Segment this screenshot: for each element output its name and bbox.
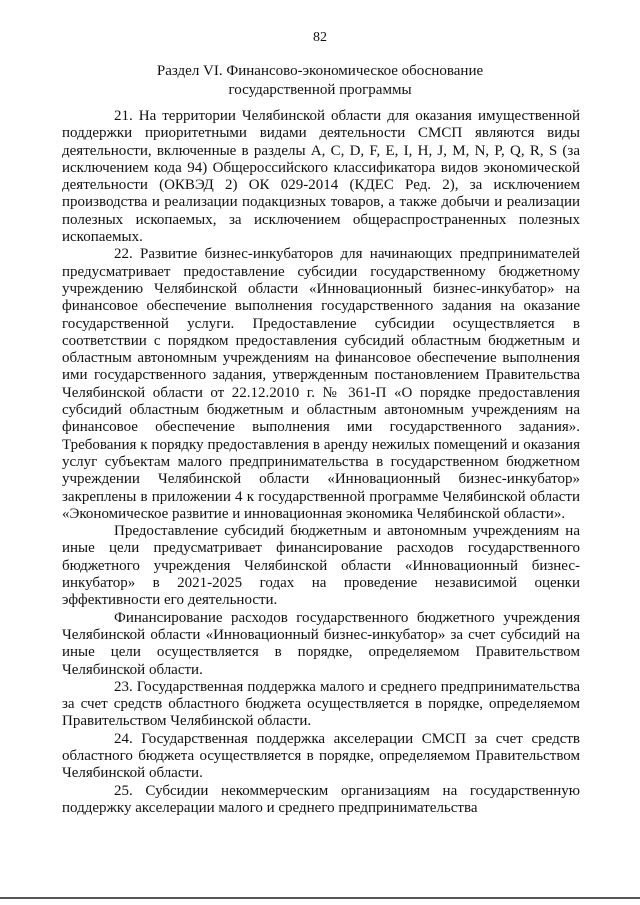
paragraph-25: 25. Субсидии некоммерческим организациям на государственную поддержку акселерации малого и среднего предпринимательства: [62, 782, 580, 816]
section-subtitle: государственной программы: [228, 82, 412, 98]
paragraph-23: 23. Государственная поддержка малого и среднего предпринимательства за счет средств областного бюджета осуществляется в порядке, определяемом Правительством Челябинской области.: [62, 678, 580, 730]
page-number: 82: [313, 30, 327, 45]
paragraph-financing-expenses: Финансирование расходов государственного бюджетного учреждения Челябинской области «Инновационный бизнес-инкубатор» за счет субсидий на иные цели осуществляется в порядке, определяемом Правительством Челябинской области.: [62, 609, 580, 678]
document-body: [62, 108, 580, 817]
scan-edge-divider: [0, 897, 640, 899]
section-heading: [60, 62, 580, 100]
paragraph-22: 22. Развитие бизнес-инкубаторов для начинающих предпринимателей предусматривает предоставление субсидии государственному бюджетному учреждению Челябинской области «Инновационный бизнес-инкубатор» на финансовое обеспечение выполнения государственного задания на оказание государственной услуги. Предоставление субсидии осуществляется в соответствии с порядком предоставления субсидий областным бюджетным и областным автономным учреждениям на финансовое обеспечение выполнения ими государственного задания, утвержденным постановлением Правительства Челябинской области от 22.12.2010 г. № 361-П «О порядке предоставления субсидий областным бюджетным и областным автономным учреждениям на финансовое обеспечение выполнения ими государственного задания». Требования к порядку предоставления в аренду нежилых помещений и оказания услуг субъектам малого предпринимательства в государственном бюджетном учреждении Челябинской области «Инновационный бизнес-инкубатор» закреплены в приложении 4 к государственной программе Челябинской области «Экономическое развитие и инновационная экономика Челябинской области».: [62, 246, 580, 522]
paragraph-24: 24. Государственная поддержка акселерации СМСП за счет средств областного бюджета осуществляется в порядке, определяемом Правительством Челябинской области.: [62, 730, 580, 782]
section-title: Раздел VI. Финансово-экономическое обоснование: [156, 63, 484, 79]
paragraph-21: 21. На территории Челябинской области для оказания имущественной поддержки приоритетными видами деятельности СМСП являются виды деятельности, включенные в разделы A, C, D, F, E, I, H, J, M, N, P, Q, R, S (за исключением кода 94) Общероссийского классификатора видов экономической деятельности (ОКВЭД 2) ОК 029-2014 (КДЕС Ред. 2), за исключением производства и реализации подакцизных товаров, а также добычи и реализации полезных ископаемых, за исключением общераспространенных полезных ископаемых.: [62, 108, 580, 246]
paragraph-subsidies-other-purposes: Предоставление субсидий бюджетным и автономным учреждениям на иные цели предусматривает финансирование расходов государственного бюджетного учреждения Челябинской области «Инновационный бизнес-инкубатор» в 2021-2025 годах на проведение независимой оценки эффективности его деятельности.: [62, 523, 580, 609]
